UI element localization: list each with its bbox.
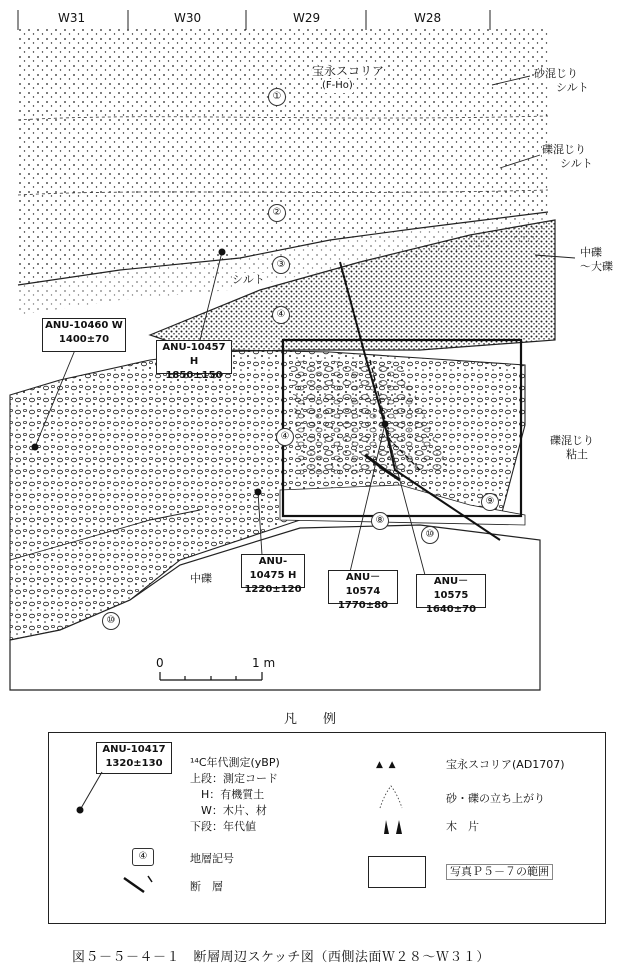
scoria-code-label: (F-Ho) bbox=[322, 80, 353, 91]
scale-zero-label: 0 bbox=[156, 656, 164, 670]
wood-piece-icon bbox=[378, 816, 408, 836]
legend-scoria-text: 宝永スコリア(AD1707) bbox=[446, 758, 565, 771]
sample-box-anu-10575 bbox=[416, 574, 486, 615]
legend-photo-text: 写真Ｐ５－７の範囲 bbox=[446, 864, 553, 880]
layer-number-2: ② bbox=[268, 204, 286, 222]
gravel-mid-large-label-2: ～大礫 bbox=[580, 260, 613, 273]
gravelly-clay-label-1: 礫混じり bbox=[550, 434, 594, 447]
sample-code: ANU－10574 bbox=[345, 572, 381, 597]
layer-number-4-upper: ④ bbox=[272, 306, 290, 324]
legend-layer-symbol: ④ bbox=[132, 848, 154, 866]
layer-number-10-left: ⑩ bbox=[102, 612, 120, 630]
legend-heading: 凡 例 bbox=[284, 712, 337, 727]
sample-code: ANU-10460 W bbox=[45, 320, 123, 331]
sample-box-anu-10574 bbox=[328, 570, 398, 611]
layer-number-10-right: ⑩ bbox=[421, 526, 439, 544]
legend-layer-symbol-text: 地層記号 bbox=[190, 852, 234, 865]
gravel-mid-large-label-1: 中礫 bbox=[580, 246, 602, 259]
sample-age: 1220±120 bbox=[244, 584, 302, 595]
sample-box-anu-10475 bbox=[241, 554, 305, 595]
legend-c14-line-3: W：木片、材 bbox=[190, 804, 267, 817]
layer-number-8: ⑧ bbox=[371, 512, 389, 530]
layer-number-1: ① bbox=[268, 88, 286, 106]
legend-fault-text: 断 層 bbox=[190, 880, 223, 893]
layer-number-4-lower: ④ bbox=[276, 428, 294, 446]
scoria-triangle-icon: ▲ ▲ bbox=[376, 760, 396, 770]
gravelly-clay-label-2: 粘土 bbox=[566, 448, 588, 461]
sample-age: 1400±70 bbox=[58, 334, 110, 345]
grid-label-w28: W28 bbox=[414, 11, 442, 25]
grid-label-w31: W31 bbox=[58, 11, 86, 25]
legend-sample-age: 1320±130 bbox=[105, 758, 163, 769]
legend-photo-range-symbol bbox=[368, 856, 426, 888]
sample-box-anu-10457 bbox=[156, 340, 232, 381]
legend-c14-title: ¹⁴C年代測定(yBP) bbox=[190, 756, 280, 769]
sample-code: ANU-10475 H bbox=[249, 556, 297, 581]
sample-code: ANU－10575 bbox=[433, 576, 469, 601]
scoria-label: 宝永スコリア bbox=[312, 64, 385, 78]
grid-label-w29: W29 bbox=[293, 11, 321, 25]
sample-code: ANU-10457 H bbox=[162, 342, 226, 367]
silt-label: シルト bbox=[232, 273, 265, 286]
sample-box-anu-10460 bbox=[42, 318, 126, 352]
sandy-silt-label-2: シルト bbox=[556, 81, 589, 94]
legend-c14-line-1: 上段：測定コード bbox=[190, 772, 278, 785]
figure-caption: 図５－５－４－１ 断層周辺スケッチ図（西側法面Ｗ２８～Ｗ３１） bbox=[72, 950, 490, 965]
sample-age: 1640±70 bbox=[425, 604, 477, 615]
layer-number-3: ③ bbox=[272, 256, 290, 274]
legend-wood-text: 木 片 bbox=[446, 820, 479, 833]
legend-c14-line-4: 下段：年代値 bbox=[190, 820, 256, 833]
sandy-silt-label-1: 砂混じり bbox=[534, 67, 578, 80]
gravelly-silt-label-1: 礫混じり bbox=[542, 143, 586, 156]
legend-c14-line-2: H：有機質土 bbox=[190, 788, 265, 801]
grid-label-w30: W30 bbox=[174, 11, 202, 25]
sample-age: 1770±80 bbox=[337, 600, 389, 611]
legend-sample-code: ANU-10417 bbox=[102, 744, 166, 755]
mid-gravel-label: 中礫 bbox=[190, 572, 212, 585]
rise-symbol-icon bbox=[376, 784, 406, 810]
legend-sample-leader bbox=[70, 770, 110, 820]
legend-rise-text: 砂・礫の立ち上がり bbox=[446, 792, 545, 805]
legend-fault-symbol bbox=[120, 874, 160, 896]
sample-age: 1850±150 bbox=[165, 370, 223, 381]
scale-end-label: 1 m bbox=[252, 656, 276, 670]
gravelly-silt-label-2: シルト bbox=[560, 157, 593, 170]
layer-number-9: ⑨ bbox=[481, 493, 499, 511]
